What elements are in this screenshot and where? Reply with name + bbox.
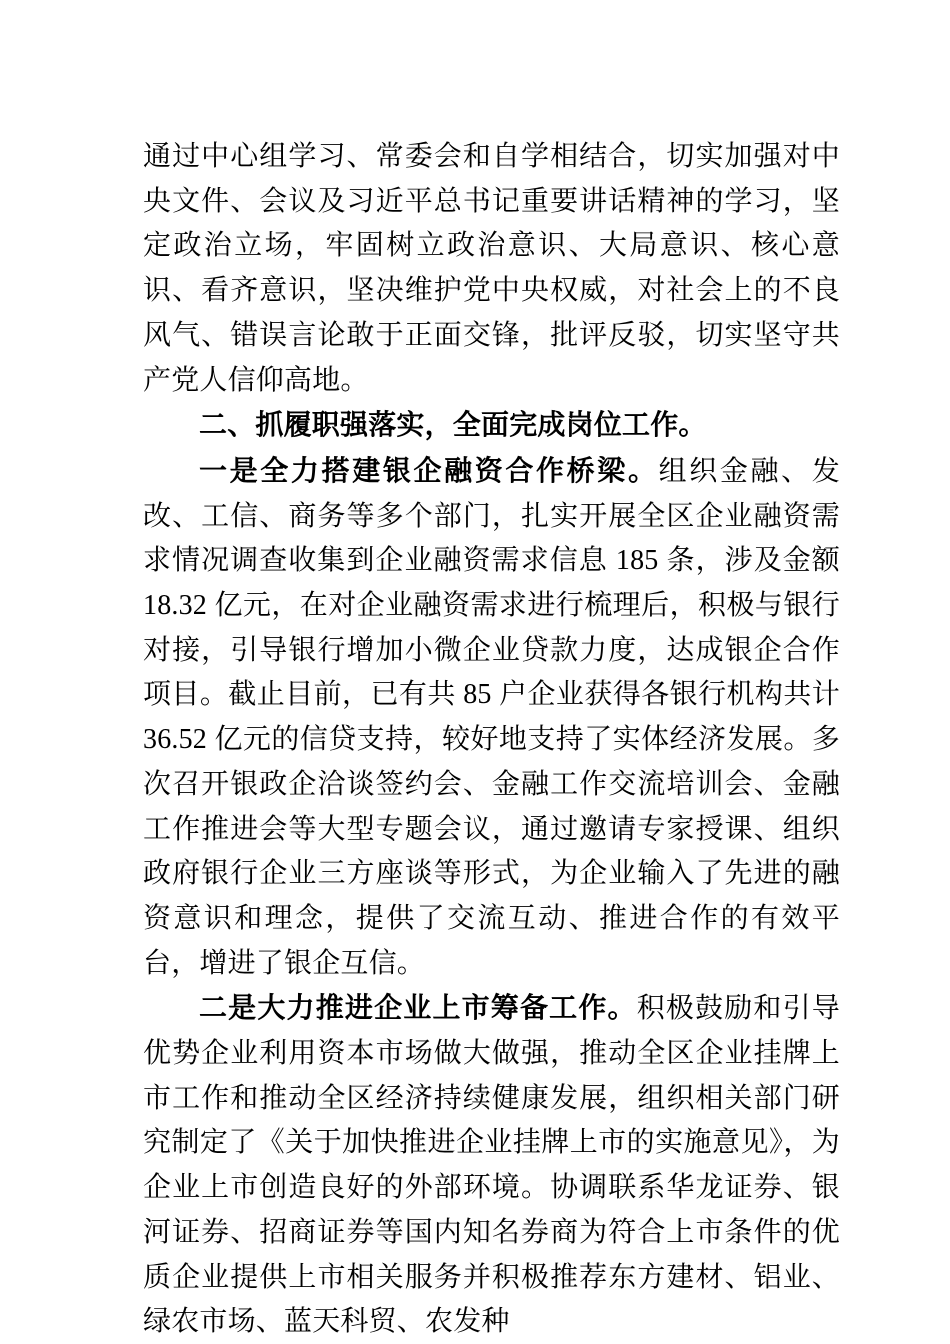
paragraph-item-1 bbox=[143, 449, 840, 986]
paragraph-item-2 bbox=[143, 986, 840, 1344]
document-body bbox=[143, 135, 840, 1344]
item-1-body-text: 组织金融、发改、工信、商务等多个部门，扎实开展全区企业融资需求情况调查收集到企业融资需求信息 185 条，涉及金额 18.32 亿元，在对企业融资需求进行梳理后，积极与银行对接，引导银行增加小微企业贷款力度，达成银企合作项目。截止目前，已有共 85 户企业获得各银行机构共计 36.52 亿元的信贷支持，较好地支持了实体经济发展。多次召开银政企洽谈签约会、金融工作交流培训会、金融工作推进会等大型专题会议，通过邀请专家授课、组织政府银行企业三方座谈等形式，为企业输入了先进的融资意识和理念，提供了交流互动、推进合作的有效平台，增进了银企互信。 bbox=[143, 455, 840, 979]
section-heading-text: 二、抓履职强落实，全面完成岗位工作。 bbox=[199, 409, 707, 441]
item-2-body-text: 积极鼓励和引导优势企业利用资本市场做大做强，推动全区企业挂牌上市工作和推动全区经济持续健康发展，组织相关部门研究制定了《关于加快推进企业挂牌上市的实施意见》，为企业上市创造良好的外部环境。协调联系华龙证券、银河证券、招商证券等国内知名券商为符合上市条件的优质企业提供上市相关服务并积极推荐东方建材、铝业、绿农市场、蓝天科贸、农发种 bbox=[143, 993, 840, 1338]
item-2-lead-text: 二是大力推进企业上市筹备工作。 bbox=[199, 992, 637, 1024]
paragraph-continuation bbox=[143, 135, 840, 403]
section-heading bbox=[143, 403, 840, 449]
item-1-lead-text: 一是全力搭建银企融资合作桥梁。 bbox=[199, 454, 659, 486]
body-text-run: 通过中心组学习、常委会和自学相结合，切实加强对中央文件、会议及习近平总书记重要讲话精神的学习，坚定政治立场，牢固树立政治意识、大局意识、核心意识、看齐意识，坚决维护党中央权威，对社会上的不良风气、错误言论敢于正面交锋，批评反驳，切实坚守共产党人信仰高地。 bbox=[143, 141, 840, 396]
